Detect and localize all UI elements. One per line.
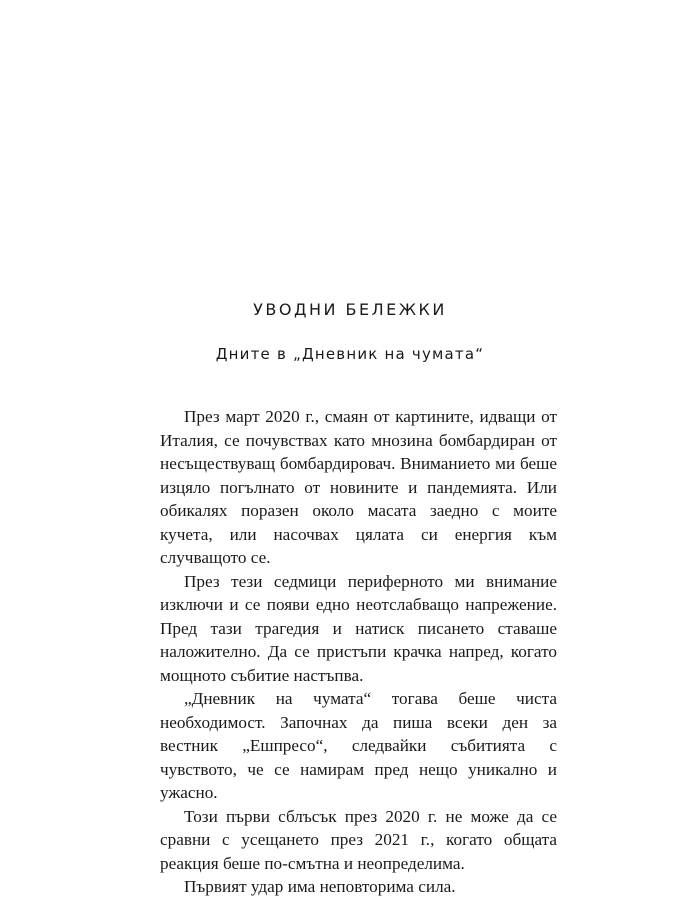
paragraph-3: „Дневник на чумата“ тогава беше чиста необходимост. Започнах да пиша всеки ден за вестник „Ешпресо“, следвайки събитията с чувството, че се намирам пред нещо уникално и ужасно.	[160, 689, 557, 802]
paragraph-1: През март 2020 г., смаян от картините, идващи от Италия, се почувствах като мнозина бомбардиран от несъществуващ бомбардировач. Вниманието ми беше изцяло погълнато от новините и пандемията. Или обикалях поразен около масата заедно с моите кучета, или насочвах цялата си енергия към случващото се.	[160, 407, 557, 567]
body-text	[160, 405, 557, 899]
chapter-subtitle: Дните в „Дневник на чумата“	[215, 345, 485, 363]
paragraph-2: През тези седмици периферното ми внимание изключи и се появи едно неотслабващо напрежение. Пред тази трагедия и натиск писането ставаше наложително. Да се пристъпи крачка напред, когато мощното събитие настъпва.	[160, 571, 557, 685]
paragraph-4: Този първи сблъсък през 2020 г. не може да се сравни с усещането през 2021 г., когато общата реакция беше по-смътна и неопределима.	[160, 806, 557, 873]
chapter-title: УВОДНИ БЕЛЕЖКИ	[253, 300, 447, 319]
paragraph-5: Първият удар има неповторима сила.	[184, 877, 456, 896]
